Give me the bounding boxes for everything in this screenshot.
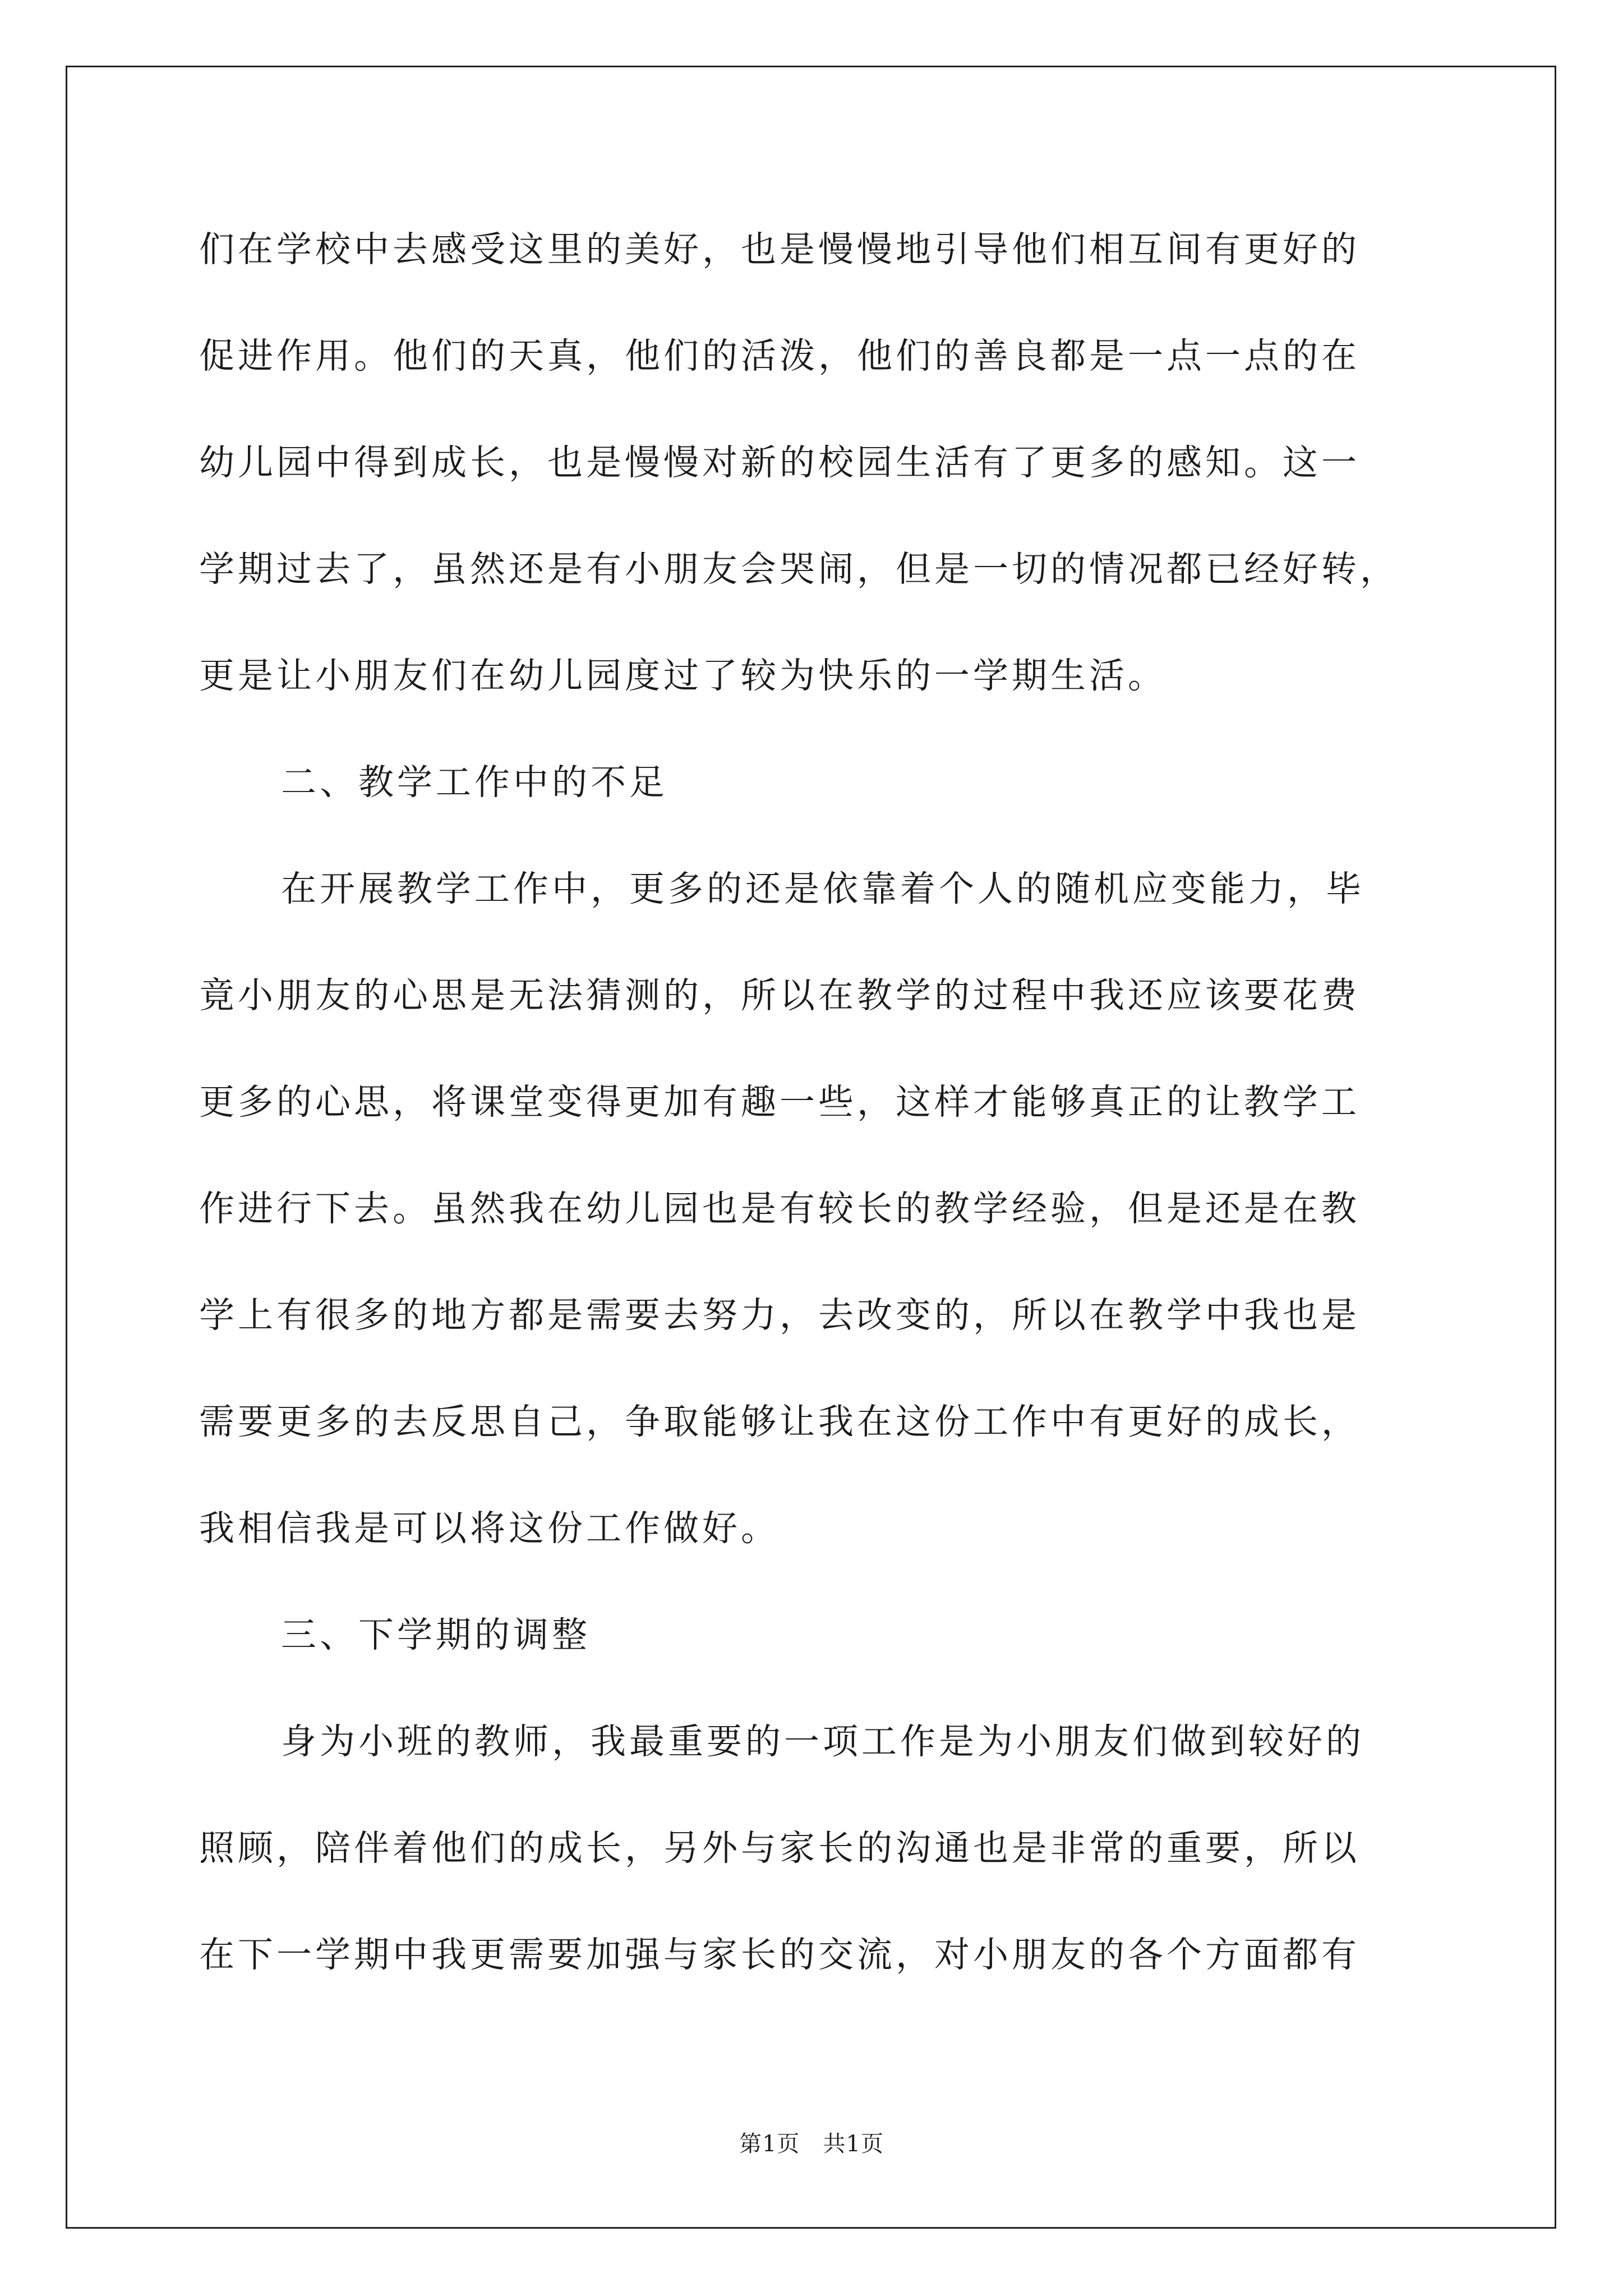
text-line: 促进作用。他们的天真，他们的活泼，他们的善良都是一点一点的在 xyxy=(199,335,1360,376)
text-line: 更是让小朋友们在幼儿园度过了较为快乐的一学期生活。 xyxy=(199,655,1166,696)
document-body xyxy=(199,210,1433,2022)
text-line: 我相信我是可以将这份工作做好。 xyxy=(199,1508,780,1549)
text-line: 在下一学期中我更需要加强与家长的交流，对小朋友的各个方面都有 xyxy=(199,1934,1360,1975)
text-line: 们在学校中去感受这里的美好，也是慢慢地引导他们相互间有更好的 xyxy=(199,229,1360,270)
paragraph-start: 在开展教学工作中，更多的还是依靠着个人的随机应变能力，毕 xyxy=(281,868,1364,909)
text-line: 更多的心思，将课堂变得更加有趣一些，这样才能够真正的让教学工 xyxy=(199,1082,1360,1122)
text-line: 学期过去了，虽然还是有小朋友会哭闹，但是一切的情况都已经好转， xyxy=(199,549,1399,590)
text-line: 照顾，陪伴着他们的成长，另外与家长的沟通也是非常的重要，所以 xyxy=(199,1828,1360,1869)
paragraph-start: 身为小班的教师，我最重要的一项工作是为小朋友们做到较好的 xyxy=(281,1721,1364,1762)
section-heading: 三、下学期的调整 xyxy=(281,1614,591,1655)
section-heading: 二、教学工作中的不足 xyxy=(281,762,668,803)
page-footer: 第1页 共1页 xyxy=(739,2131,884,2157)
text-line: 作进行下去。虽然我在幼儿园也是有较长的教学经验，但是还是在教 xyxy=(199,1188,1360,1229)
text-line: 竟小朋友的心思是无法猜测的，所以在教学的过程中我还应该要花费 xyxy=(199,975,1360,1016)
text-line: 需要更多的去反思自己，争取能够让我在这份工作中有更好的成长， xyxy=(199,1401,1360,1442)
text-line: 学上有很多的地方都是需要去努力，去改变的，所以在教学中我也是 xyxy=(199,1295,1360,1336)
text-line: 幼儿园中得到成长，也是慢慢对新的校园生活有了更多的感知。这一 xyxy=(199,442,1360,483)
